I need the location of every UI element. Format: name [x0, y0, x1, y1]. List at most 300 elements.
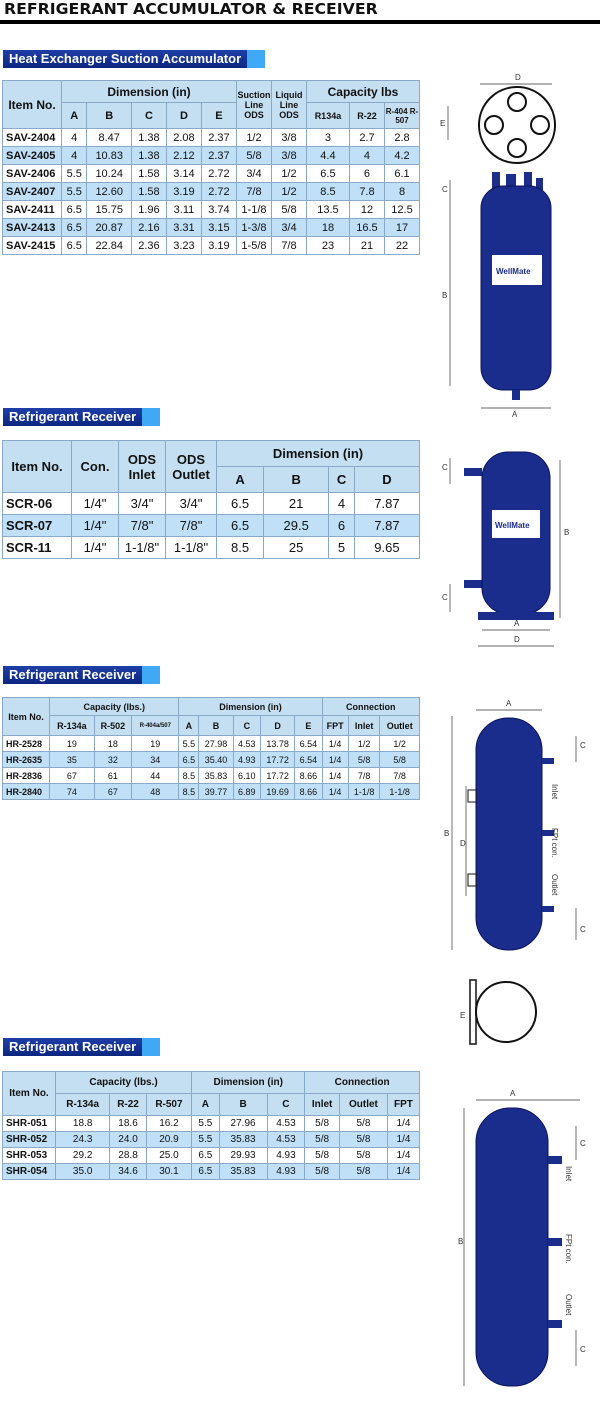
table-cell: 2.72: [201, 183, 236, 201]
table-cell: 6.5: [179, 752, 199, 768]
section-title-receiver-3: Refrigerant Receiver: [3, 1038, 160, 1056]
receiver-table-2: [2, 697, 420, 800]
header-dim-b: B: [87, 103, 132, 129]
header-item-no: Item No.: [3, 441, 72, 493]
brand-name: WellMate: [496, 267, 531, 276]
table-cell: 5/8: [380, 752, 420, 768]
table-cell: 17.72: [260, 752, 294, 768]
table-cell: 21: [264, 493, 329, 515]
title-rule: [0, 20, 600, 24]
table-cell: 5/8: [339, 1132, 387, 1148]
table-cell: 6.54: [295, 736, 322, 752]
label-e: E: [460, 1011, 466, 1020]
table-cell: 6.89: [233, 784, 260, 800]
table-cell: 35.0: [56, 1164, 110, 1180]
table-cell: 7/8": [119, 515, 166, 537]
header-capacity: Capacity (lbs.): [56, 1072, 192, 1094]
label-b: B: [442, 291, 448, 300]
table-cell: 35: [50, 752, 95, 768]
item-number-cell: SAV-2405: [3, 147, 62, 165]
table-cell: 4: [329, 493, 355, 515]
table-cell: 7.87: [354, 515, 419, 537]
table-cell: 30.1: [146, 1164, 191, 1180]
section-title-suction-accumulator: Heat Exchanger Suction Accumulator: [3, 50, 265, 68]
table-cell: 19.69: [260, 784, 294, 800]
table-cell: 1-3/8: [236, 219, 271, 237]
table-cell: 10.24: [87, 165, 132, 183]
section-title-receiver-1: Refrigerant Receiver: [3, 408, 160, 426]
table-cell: 20.87: [87, 219, 132, 237]
table-cell: 1-1/8: [348, 784, 380, 800]
header-cap-r502: R-502: [94, 716, 131, 736]
receiver-table-1: [2, 440, 420, 559]
label-d: D: [514, 635, 520, 644]
label-c1: C: [580, 741, 586, 750]
table-cell: 4.93: [267, 1148, 305, 1164]
table-cell: 4.93: [267, 1164, 305, 1180]
table-cell: 74: [50, 784, 95, 800]
label-b: B: [444, 829, 450, 838]
table-cell: 4: [62, 147, 87, 165]
header-ods-inlet: ODS Inlet: [119, 441, 166, 493]
table-cell: 7.8: [349, 183, 384, 201]
s3-body: [3, 736, 420, 800]
header-conn-inlet: Inlet: [305, 1094, 340, 1116]
table-cell: 2.36: [131, 237, 166, 255]
table-cell: 18: [306, 219, 349, 237]
table-cell: 2.72: [201, 165, 236, 183]
table-cell: 4.53: [267, 1132, 305, 1148]
label-a: A: [506, 699, 512, 708]
table-cell: 6.5: [62, 237, 87, 255]
label-outlet: Outlet: [550, 874, 559, 896]
table-cell: 5/8: [339, 1164, 387, 1180]
header-cap-r134a: R134a: [306, 103, 349, 129]
item-number-cell: SAV-2404: [3, 129, 62, 147]
table-cell: 6.5: [192, 1164, 219, 1180]
table-cell: 3/4: [236, 165, 271, 183]
table-cell: 20.9: [146, 1132, 191, 1148]
table-cell: 12: [349, 201, 384, 219]
header-item-no: Item No.: [3, 81, 62, 129]
table-cell: 8.5: [306, 183, 349, 201]
table-cell: 8.5: [179, 784, 199, 800]
table-cell: 23: [306, 237, 349, 255]
label-b: B: [458, 1237, 464, 1246]
table-cell: 2.8: [385, 129, 420, 147]
s1-body: [3, 129, 420, 255]
table-cell: 3.19: [201, 237, 236, 255]
table-cell: 3.31: [166, 219, 201, 237]
table-cell: 3.11: [166, 201, 201, 219]
receiver-drawing-2: [440, 696, 600, 1056]
table-cell: 8.47: [87, 129, 132, 147]
item-number-cell: SAV-2411: [3, 201, 62, 219]
suction-accumulator-table: [2, 80, 420, 255]
header-conn-fpt: FPT: [387, 1094, 419, 1116]
table-cell: 1/4: [322, 752, 348, 768]
header-dimension: Dimension (in): [217, 441, 420, 467]
label-b: B: [564, 528, 570, 537]
item-number-cell: HR-2528: [3, 736, 50, 752]
table-cell: 1/4: [387, 1148, 419, 1164]
table-cell: 9.65: [354, 537, 419, 559]
header-cap-r134a: R-134a: [56, 1094, 110, 1116]
table-cell: 34.6: [110, 1164, 146, 1180]
table-cell: 28.8: [110, 1148, 146, 1164]
table-row: [3, 1116, 420, 1132]
table-cell: 2.37: [201, 147, 236, 165]
table-cell: 29.2: [56, 1148, 110, 1164]
table-cell: 3/4": [119, 493, 166, 515]
table-cell: 1-1/8": [119, 537, 166, 559]
table-cell: 1.38: [131, 129, 166, 147]
table-cell: 22: [385, 237, 420, 255]
table-cell: 1-1/8: [236, 201, 271, 219]
receiver-body: [476, 718, 542, 950]
section-title-receiver-2: Refrigerant Receiver: [3, 666, 160, 684]
table-cell: 35.83: [219, 1164, 267, 1180]
header-dim-c: C: [329, 467, 355, 493]
header-dimension: Dimension (in): [192, 1072, 305, 1094]
table-cell: 1/4: [387, 1132, 419, 1148]
accumulator-body: [481, 186, 551, 390]
receiver-table-3: [2, 1071, 420, 1180]
header-connection: Connection: [322, 698, 420, 716]
table-cell: 6.54: [295, 752, 322, 768]
table-cell: 35.83: [199, 768, 233, 784]
label-a: A: [514, 619, 520, 628]
table-cell: 3.23: [166, 237, 201, 255]
header-suction-line: Suction Line ODS: [236, 81, 271, 129]
table-cell: 19: [132, 736, 179, 752]
table-cell: 2.7: [349, 129, 384, 147]
table-cell: 2.37: [201, 129, 236, 147]
table-cell: 7/8: [271, 237, 306, 255]
header-cap-r404a: R-404a/507: [132, 716, 179, 736]
label-inlet: Inlet: [550, 784, 559, 800]
table-cell: 5/8: [305, 1132, 340, 1148]
item-number-cell: SAV-2406: [3, 165, 62, 183]
table-cell: 5/8: [339, 1148, 387, 1164]
table-row: [3, 515, 420, 537]
table-cell: 13.5: [306, 201, 349, 219]
table-cell: 1-5/8: [236, 237, 271, 255]
table-cell: 2.16: [131, 219, 166, 237]
item-number-cell: SHR-051: [3, 1116, 56, 1132]
table-cell: 1/4": [72, 493, 119, 515]
table-cell: 6.10: [233, 768, 260, 784]
table-row: [3, 147, 420, 165]
table-cell: 6: [349, 165, 384, 183]
table-row: [3, 493, 420, 515]
item-number-cell: SHR-054: [3, 1164, 56, 1180]
table-cell: 4.53: [267, 1116, 305, 1132]
table-cell: 25.0: [146, 1148, 191, 1164]
table-cell: 7/8: [236, 183, 271, 201]
table-cell: 4: [62, 129, 87, 147]
table-cell: 3.14: [166, 165, 201, 183]
header-conn-inlet: Inlet: [348, 716, 380, 736]
table-cell: 8.5: [179, 768, 199, 784]
table-cell: 2.12: [166, 147, 201, 165]
table-cell: 67: [94, 784, 131, 800]
table-cell: 5/8: [305, 1164, 340, 1180]
table-cell: 5.5: [62, 183, 87, 201]
header-dim-a: A: [179, 716, 199, 736]
table-row: [3, 1148, 420, 1164]
label-c1: C: [442, 463, 448, 472]
item-number-cell: SCR-07: [3, 515, 72, 537]
header-dim-c: C: [267, 1094, 305, 1116]
table-cell: 5.5: [192, 1116, 219, 1132]
receiver-drawing-1: [440, 440, 600, 655]
item-number-cell: SAV-2413: [3, 219, 62, 237]
label-c1: C: [580, 1139, 586, 1148]
table-cell: 16.2: [146, 1116, 191, 1132]
table-cell: 7.87: [354, 493, 419, 515]
table-cell: 8.66: [295, 768, 322, 784]
item-number-cell: SAV-2407: [3, 183, 62, 201]
table-cell: 29.93: [219, 1148, 267, 1164]
table-cell: 6: [329, 515, 355, 537]
label-fpt: FPt con.: [550, 828, 559, 858]
table-cell: 3.74: [201, 201, 236, 219]
s2-body: [3, 493, 420, 559]
header-capacity: Capacity (lbs.): [50, 698, 179, 716]
table-cell: 6.5: [217, 493, 264, 515]
table-cell: 1/4: [322, 768, 348, 784]
table-cell: 1/4: [387, 1116, 419, 1132]
header-ods-outlet: ODS Outlet: [166, 441, 217, 493]
header-dim-a: A: [192, 1094, 219, 1116]
table-cell: 17.72: [260, 768, 294, 784]
table-row: [3, 1132, 420, 1148]
table-cell: 6.5: [192, 1148, 219, 1164]
header-con: Con.: [72, 441, 119, 493]
table-cell: 32: [94, 752, 131, 768]
label-a: A: [512, 410, 518, 419]
table-cell: 1.96: [131, 201, 166, 219]
table-cell: 7/8": [166, 515, 217, 537]
table-cell: 6.5: [306, 165, 349, 183]
table-cell: 4.53: [233, 736, 260, 752]
table-cell: 1/2: [271, 165, 306, 183]
header-dim-b: B: [219, 1094, 267, 1116]
header-dimension: Dimension (in): [62, 81, 237, 103]
table-row: [3, 183, 420, 201]
item-number-cell: HR-2836: [3, 768, 50, 784]
header-conn-outlet: Outlet: [339, 1094, 387, 1116]
table-cell: 8.5: [217, 537, 264, 559]
table-cell: 3/4: [271, 219, 306, 237]
table-cell: 5.5: [179, 736, 199, 752]
table-cell: 3.19: [166, 183, 201, 201]
table-cell: 1/4: [322, 736, 348, 752]
label-c2: C: [580, 1345, 586, 1354]
table-cell: 5/8: [305, 1116, 340, 1132]
table-cell: 1/2: [271, 183, 306, 201]
table-cell: 3/8: [271, 147, 306, 165]
table-cell: 61: [94, 768, 131, 784]
table-cell: 21: [349, 237, 384, 255]
table-cell: 1-1/8": [166, 537, 217, 559]
label-d: D: [515, 73, 521, 82]
table-cell: 4: [349, 147, 384, 165]
table-cell: 29.5: [264, 515, 329, 537]
label-c2: C: [580, 925, 586, 934]
header-dim-b: B: [264, 467, 329, 493]
table-cell: 4.93: [233, 752, 260, 768]
table-cell: 1/2: [236, 129, 271, 147]
table-cell: 24.3: [56, 1132, 110, 1148]
table-cell: 18.8: [56, 1116, 110, 1132]
table-cell: 24.0: [110, 1132, 146, 1148]
table-cell: 2.08: [166, 129, 201, 147]
table-cell: 27.98: [199, 736, 233, 752]
table-cell: 1/2: [380, 736, 420, 752]
table-cell: 22.84: [87, 237, 132, 255]
table-row: [3, 201, 420, 219]
label-a: A: [510, 1089, 516, 1098]
table-row: [3, 237, 420, 255]
header-capacity: Capacity lbs: [306, 81, 419, 103]
end-view-circle: [476, 982, 536, 1042]
header-dimension: Dimension (in): [179, 698, 322, 716]
table-cell: 44: [132, 768, 179, 784]
table-cell: 1/4": [72, 515, 119, 537]
item-number-cell: SHR-053: [3, 1148, 56, 1164]
table-cell: 18.6: [110, 1116, 146, 1132]
label-c: C: [442, 185, 448, 194]
table-cell: 10.83: [87, 147, 132, 165]
header-cap-r404: R-404 R-507: [385, 103, 420, 129]
table-cell: 3/4": [166, 493, 217, 515]
table-cell: 16.5: [349, 219, 384, 237]
table-cell: 4.2: [385, 147, 420, 165]
table-cell: 18: [94, 736, 131, 752]
header-dim-c: C: [131, 103, 166, 129]
table-cell: 12.60: [87, 183, 132, 201]
label-c2: C: [442, 593, 448, 602]
table-cell: 3: [306, 129, 349, 147]
table-cell: 6.1: [385, 165, 420, 183]
table-row: [3, 219, 420, 237]
s4-body: [3, 1116, 420, 1180]
table-cell: 34: [132, 752, 179, 768]
label-inlet: Inlet: [564, 1166, 573, 1182]
table-cell: 6.5: [62, 219, 87, 237]
table-cell: 35.40: [199, 752, 233, 768]
table-cell: 5/8: [271, 201, 306, 219]
header-dim-c: C: [233, 716, 260, 736]
header-dim-d: D: [166, 103, 201, 129]
label-d: D: [460, 839, 466, 848]
table-cell: 1/4": [72, 537, 119, 559]
table-cell: 3/8: [271, 129, 306, 147]
table-cell: 1/4: [387, 1164, 419, 1180]
item-number-cell: SCR-11: [3, 537, 72, 559]
table-row: [3, 165, 420, 183]
table-cell: 5/8: [348, 752, 380, 768]
item-number-cell: SAV-2415: [3, 237, 62, 255]
table-cell: 13.78: [260, 736, 294, 752]
label-fpt: FPt con.: [564, 1234, 573, 1264]
table-cell: 8.66: [295, 784, 322, 800]
table-cell: 5.5: [62, 165, 87, 183]
header-conn-outlet: Outlet: [380, 716, 420, 736]
header-cap-r22: R-22: [349, 103, 384, 129]
table-cell: 1.58: [131, 183, 166, 201]
header-cap-r134a: R-134a: [50, 716, 95, 736]
table-cell: 6.5: [62, 201, 87, 219]
header-cap-r507: R-507: [146, 1094, 191, 1116]
table-cell: 17: [385, 219, 420, 237]
table-cell: 1/4: [322, 784, 348, 800]
table-cell: 27.96: [219, 1116, 267, 1132]
header-dim-e: E: [295, 716, 322, 736]
table-cell: 67: [50, 768, 95, 784]
table-cell: 5.5: [192, 1132, 219, 1148]
brand-name: WellMate: [495, 521, 530, 530]
label-e: E: [440, 119, 446, 128]
header-dim-d: D: [354, 467, 419, 493]
table-cell: 1.58: [131, 165, 166, 183]
table-cell: 3.15: [201, 219, 236, 237]
table-cell: 19: [50, 736, 95, 752]
table-row: [3, 736, 420, 752]
table-cell: 39.77: [199, 784, 233, 800]
table-row: [3, 784, 420, 800]
header-dim-a: A: [217, 467, 264, 493]
table-cell: 5: [329, 537, 355, 559]
receiver-body: [476, 1108, 548, 1386]
header-liquid-line: Liquid Line ODS: [271, 81, 306, 129]
header-dim-e: E: [201, 103, 236, 129]
header-conn-fpt: FPT: [322, 716, 348, 736]
receiver-drawing-3: [440, 1086, 600, 1398]
table-cell: 6.5: [217, 515, 264, 537]
page-title: REFRIGERANT ACCUMULATOR & RECEIVER: [4, 0, 378, 18]
table-cell: 1.38: [131, 147, 166, 165]
table-row: [3, 752, 420, 768]
table-cell: 4.4: [306, 147, 349, 165]
table-cell: 1-1/8: [380, 784, 420, 800]
table-cell: 5/8: [305, 1148, 340, 1164]
header-connection: Connection: [305, 1072, 420, 1094]
table-cell: 25: [264, 537, 329, 559]
header-dim-d: D: [260, 716, 294, 736]
item-number-cell: HR-2635: [3, 752, 50, 768]
accumulator-drawing: [440, 70, 600, 420]
table-row: [3, 1164, 420, 1180]
item-number-cell: HR-2840: [3, 784, 50, 800]
table-cell: 7/8: [380, 768, 420, 784]
item-number-cell: SCR-06: [3, 493, 72, 515]
item-number-cell: SHR-052: [3, 1132, 56, 1148]
table-cell: 5/8: [339, 1116, 387, 1132]
header-dim-b: B: [199, 716, 233, 736]
label-outlet: Outlet: [564, 1294, 573, 1316]
header-dim-a: A: [62, 103, 87, 129]
header-cap-r22: R-22: [110, 1094, 146, 1116]
table-cell: 7/8: [348, 768, 380, 784]
table-cell: 35.83: [219, 1132, 267, 1148]
table-cell: 1/2: [348, 736, 380, 752]
table-row: [3, 129, 420, 147]
table-cell: 15.75: [87, 201, 132, 219]
table-cell: 12.5: [385, 201, 420, 219]
